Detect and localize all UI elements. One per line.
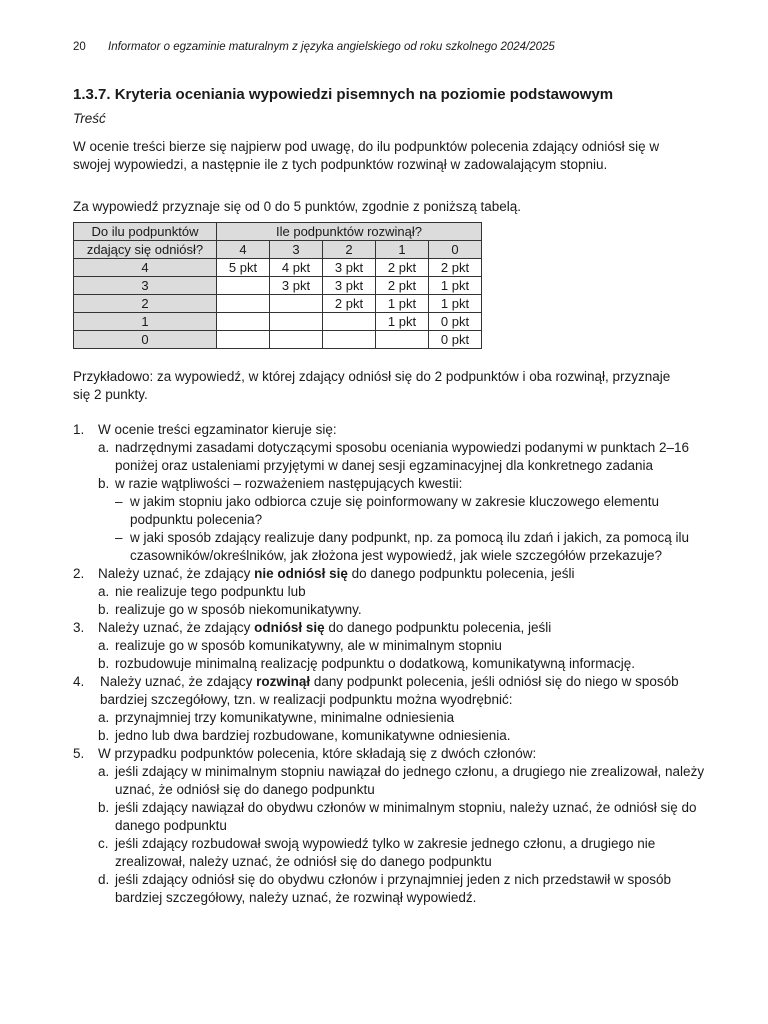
table-cell bbox=[270, 313, 323, 331]
sub-item bbox=[73, 835, 713, 871]
sub-item-text: jeśli zdający w minimalnym stopniu nawiązał do jednego członu, a drugiego nie zrealizował, należy uznać, że odniósł się do danego podpunktu bbox=[115, 764, 705, 797]
sub-item-marker: a. bbox=[98, 440, 110, 455]
list-item bbox=[73, 673, 713, 709]
row-label: 3 bbox=[74, 277, 217, 295]
table-cell: 2 pkt bbox=[429, 259, 482, 277]
row-header-bottom: zdający się odniósł? bbox=[74, 241, 217, 259]
sub-item bbox=[73, 709, 713, 727]
dash-item-text: w jakim stopniu jako odbiorca czuje się poinformowany w zakresie kluczowego elementu podpunktu polecenia? bbox=[130, 494, 660, 527]
page-header bbox=[73, 41, 555, 53]
list-item bbox=[73, 421, 713, 439]
dash-item bbox=[73, 493, 713, 529]
item-number: 5. bbox=[73, 746, 85, 761]
list-item bbox=[73, 565, 713, 583]
sub-item-marker: a. bbox=[98, 764, 110, 779]
sub-item-marker: b. bbox=[98, 476, 110, 491]
column-label: 1 bbox=[376, 241, 429, 259]
table-row bbox=[74, 313, 482, 331]
table-cell bbox=[217, 277, 270, 295]
dash-item-text: w jaki sposób zdający realizuje dany podpunkt, np. za pomocą ilu zdań i jakich, za pomocą ilu czasowników/określników, jak złożona jest wypowiedź, jak wiele szczegółów przekazuje? bbox=[130, 530, 690, 563]
column-label: 3 bbox=[270, 241, 323, 259]
sub-item-marker: b. bbox=[98, 728, 110, 743]
sub-item bbox=[73, 763, 713, 799]
table-cell: 4 pkt bbox=[270, 259, 323, 277]
dash-marker: – bbox=[115, 494, 123, 509]
table-cell bbox=[323, 331, 376, 349]
table-cell: 1 pkt bbox=[376, 295, 429, 313]
table-cell: 3 pkt bbox=[323, 277, 376, 295]
scoring-table bbox=[73, 222, 482, 349]
row-header-top: Do ilu podpunktów bbox=[74, 223, 217, 241]
section-title: 1.3.7. Kryteria oceniania wypowiedzi pisemnych na poziomie podstawowym bbox=[73, 86, 614, 103]
sub-item-marker: c. bbox=[98, 836, 109, 851]
table-cell: 1 pkt bbox=[376, 313, 429, 331]
sub-item bbox=[73, 601, 713, 619]
sub-item-marker: b. bbox=[98, 602, 110, 617]
sub-item-text: rozbudowuje minimalną realizację podpunktu o dodatkową, komunikatywną informację. bbox=[115, 656, 636, 671]
sub-item-marker: a. bbox=[98, 710, 110, 725]
sub-item bbox=[73, 637, 713, 655]
sub-item-text: jeśli zdający odniósł się do obydwu członów i przynajmniej jeden z nich przedstawił w sposób bardziej szczegółowy, należy uznać, że rozwinął wypowiedź. bbox=[115, 872, 672, 905]
sub-item-text: przynajmniej trzy komunikatywne, minimalne odniesienia bbox=[115, 710, 455, 725]
sub-item bbox=[73, 871, 713, 907]
table-cell: 1 pkt bbox=[429, 295, 482, 313]
example-paragraph: Przykładowo: za wypowiedź, w której zdający odniósł się do 2 podpunktów i oba rozwinął, przyznaje się 2 punkty. bbox=[73, 369, 671, 402]
emphasis: nie odniósł się bbox=[254, 566, 348, 581]
sub-item-text: jedno lub dwa bardziej rozbudowane, komunikatywne odniesienia. bbox=[115, 728, 511, 743]
table-cell: 2 pkt bbox=[376, 259, 429, 277]
sub-item bbox=[73, 583, 713, 601]
table-cell: 1 pkt bbox=[429, 277, 482, 295]
section-subtitle: Treść bbox=[73, 111, 106, 126]
item-text: Należy uznać, że zdający rozwinął dany podpunkt polecenia, jeśli odniósł się do niego w sposób bardziej szczegółowy, tzn. w realizacji podpunktu można wyodrębnić: bbox=[100, 674, 679, 707]
table-row bbox=[74, 295, 482, 313]
sub-item-marker: a. bbox=[98, 584, 110, 599]
criteria-list bbox=[73, 421, 713, 907]
table-cell: 2 pkt bbox=[376, 277, 429, 295]
sub-item-text: jeśli zdający nawiązał do obydwu członów w minimalnym stopniu, należy uznać, że odniósł się do danego podpunktu bbox=[115, 800, 697, 833]
sub-item-marker: a. bbox=[98, 638, 110, 653]
table-cell bbox=[376, 331, 429, 349]
item-number: 1. bbox=[73, 422, 85, 437]
sub-item-text: nadrzędnymi zasadami dotyczącymi sposobu oceniania wypowiedzi podanymi w punktach 2–16 poniżej oraz ustaleniami przyjętymi w danej sesji egzaminacyjnej dla konkretnego zadania bbox=[115, 440, 690, 473]
table-cell bbox=[323, 313, 376, 331]
table-cell: 5 pkt bbox=[217, 259, 270, 277]
table-cell bbox=[217, 331, 270, 349]
column-label: 0 bbox=[429, 241, 482, 259]
row-label: 0 bbox=[74, 331, 217, 349]
table-cell: 2 pkt bbox=[323, 295, 376, 313]
sub-item bbox=[73, 727, 713, 745]
table-cell: 0 pkt bbox=[429, 331, 482, 349]
row-label: 4 bbox=[74, 259, 217, 277]
sub-item bbox=[73, 655, 713, 673]
table-cell bbox=[217, 313, 270, 331]
sub-item-marker: b. bbox=[98, 800, 110, 815]
dash-marker: – bbox=[115, 530, 123, 545]
emphasis: odniósł się bbox=[254, 620, 325, 635]
sub-item-text: realizuje go w sposób komunikatywny, ale w minimalnym stopniu bbox=[115, 638, 502, 653]
intro-paragraph: W ocenie treści bierze się najpierw pod uwagę, do ilu podpunktów polecenia zdający odniósł się w swojej wypowiedzi, a następnie ile z tych podpunktów rozwinął w zadowalającym stopniu. bbox=[73, 139, 660, 172]
item-text: Należy uznać, że zdający nie odniósł się do danego podpunktu polecenia, jeśli bbox=[98, 566, 575, 581]
item-number: 2. bbox=[73, 566, 85, 581]
list-item bbox=[73, 619, 713, 637]
header-title: Informator o egzaminie maturalnym z języka angielskiego od roku szkolnego 2024/2025 bbox=[108, 41, 555, 53]
table-cell bbox=[270, 331, 323, 349]
table-intro: Za wypowiedź przyznaje się od 0 do 5 punktów, zgodnie z poniższą tabelą. bbox=[73, 199, 522, 214]
column-header: Ile podpunktów rozwinął? bbox=[217, 223, 482, 241]
item-number: 3. bbox=[73, 620, 85, 635]
sub-item bbox=[73, 475, 713, 493]
dash-item bbox=[73, 529, 713, 565]
table-cell: 0 pkt bbox=[429, 313, 482, 331]
item-text: Należy uznać, że zdający odniósł się do danego podpunktu polecenia, jeśli bbox=[98, 620, 552, 635]
page-number: 20 bbox=[73, 41, 86, 53]
table-cell: 3 pkt bbox=[270, 277, 323, 295]
column-label: 2 bbox=[323, 241, 376, 259]
row-label: 2 bbox=[74, 295, 217, 313]
table-row bbox=[74, 259, 482, 277]
emphasis: rozwinął bbox=[256, 674, 311, 689]
column-label: 4 bbox=[217, 241, 270, 259]
table-cell bbox=[270, 295, 323, 313]
table-cell bbox=[217, 295, 270, 313]
table-cell: 3 pkt bbox=[323, 259, 376, 277]
item-text: W ocenie treści egzaminator kieruje się: bbox=[98, 422, 337, 437]
item-text: W przypadku podpunktów polecenia, które składają się z dwóch członów: bbox=[98, 746, 537, 761]
row-label: 1 bbox=[74, 313, 217, 331]
sub-item-text: nie realizuje tego podpunktu lub bbox=[115, 584, 306, 599]
list-item bbox=[73, 745, 713, 763]
sub-item-marker: d. bbox=[98, 872, 110, 887]
table-row bbox=[74, 277, 482, 295]
sub-item bbox=[73, 439, 713, 475]
sub-item-marker: b. bbox=[98, 656, 110, 671]
sub-item-text: realizuje go w sposób niekomunikatywny. bbox=[115, 602, 362, 617]
item-number: 4. bbox=[73, 674, 85, 689]
table-row bbox=[74, 331, 482, 349]
sub-item bbox=[73, 799, 713, 835]
sub-item-text: jeśli zdający rozbudował swoją wypowiedź tylko w zakresie jednego członu, a drugiego nie zrealizował, należy uznać, że odniósł się do danego podpunktu bbox=[115, 836, 656, 869]
sub-item-text: w razie wątpliwości – rozważeniem następujących kwestii: bbox=[115, 476, 463, 491]
